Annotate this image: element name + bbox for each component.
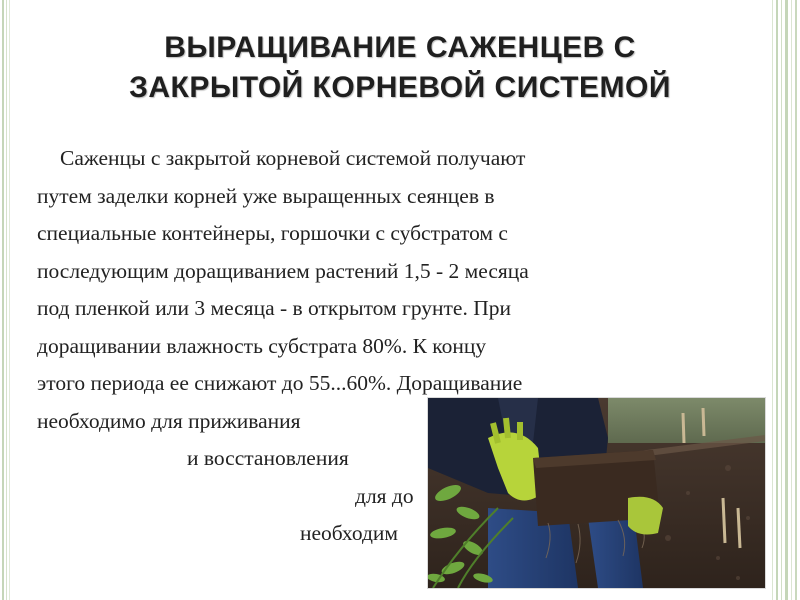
slide-title-line-1: ВЫРАЩИВАНИЕ САЖЕНЦЕВ С — [164, 31, 636, 64]
body-line-8: необходимо для приживания — [37, 408, 301, 433]
seedling-photo — [428, 398, 765, 588]
body-line-11: необходим — [300, 521, 399, 545]
body-line-2: путем заделки корней уже выращенных сеянцев в — [37, 183, 495, 208]
body-line-7: этого периода ее снижают до 55...60%. Доращивание — [37, 371, 523, 395]
body-line-5: под пленкой или 3 месяца - в открытом грунте. При — [37, 296, 512, 320]
right-decorative-lines — [770, 0, 800, 600]
body-line-10: для до — [355, 483, 414, 508]
body-line-3: специальные контейнеры, горшочки с субстратом с — [37, 221, 508, 245]
slide-title-line-2: ЗАКРЫТОЙ КОРНЕВОЙ СИСТЕМОЙ — [129, 71, 671, 104]
seedling-photo-illustration — [428, 398, 765, 588]
left-decorative-lines — [2, 0, 12, 600]
body-line-4: последующим доращиванием растений 1,5 - 2 месяца — [37, 258, 529, 283]
body-line-1: Саженцы с закрытой корневой системой получают — [60, 146, 526, 170]
body-line-6: доращивании влажность субстрата 80%. К концу — [37, 333, 487, 358]
slide-title — [40, 28, 760, 108]
body-line-9: и восстановления — [187, 446, 349, 470]
